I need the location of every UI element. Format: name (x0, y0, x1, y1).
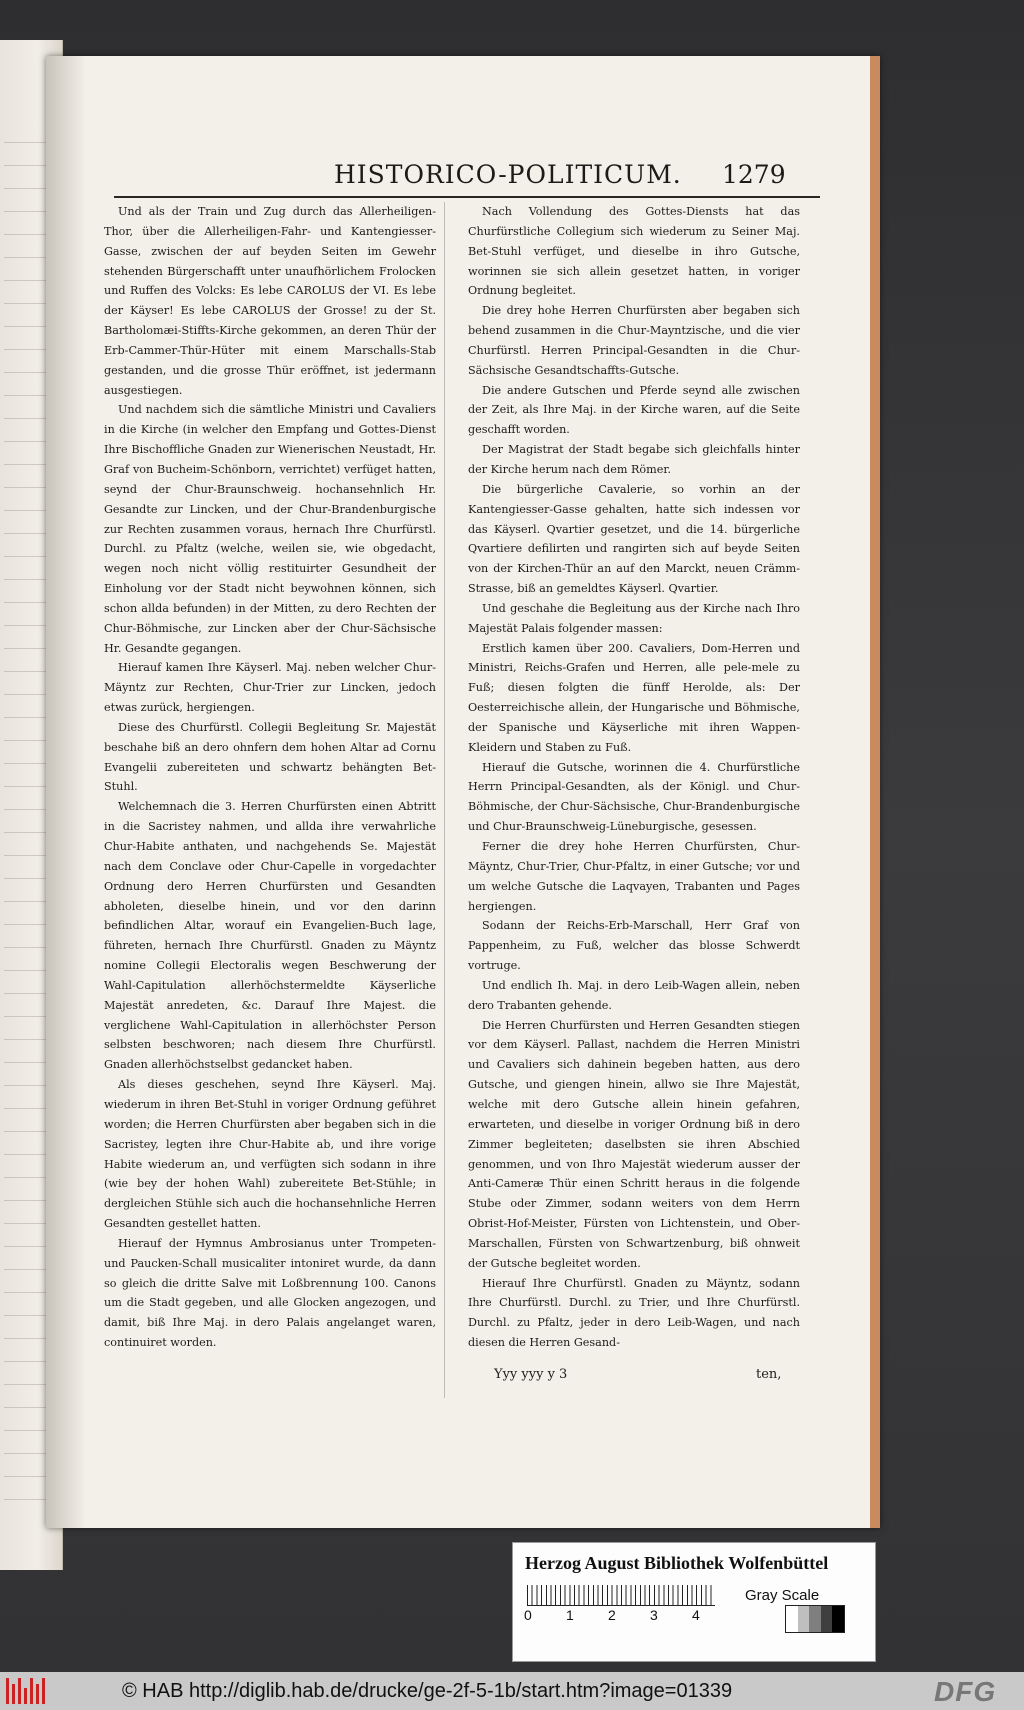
running-head: HISTORICO-POLITICUM. (334, 160, 682, 189)
ruler-number: 0 (524, 1607, 532, 1623)
paragraph: Erstlich kamen über 200. Cavaliers, Dom-Herren und Ministri, Reichs-Grafen und Herren, alle pele-mele zu Fuß; diesen folgten die fünff Herolde, als: Der Oesterreichische allein, der Hungarische und Böhmische, der Spanische und Käyserliche mit ihren Wappen-Kleidern und Staben zu Fuß. (468, 641, 800, 754)
text-column-left (104, 202, 436, 1353)
paragraph: Als dieses geschehen, seynd Ihre Käyserl. Maj. wiederum in ihren Bet-Stuhl in voriger Ordnung geführet worden; die Herren Churfürsten aber begaben sich in die Sacristey, legten ihre Chur-Habite ab, und ihre vorige Habite wiederum an, und verfügten sich sodann in ihre (wie bey der hohen Wahl) zubereitete Bet-Stühle; in dergleichen Stühle sich auch die hochansehnliche Herren Gesandten gestellet hatten. (104, 1078, 436, 1231)
dfg-logo: DFG (934, 1676, 997, 1707)
paragraph: Hierauf der Hymnus Ambrosianus unter Trompeten- und Paucken-Schall musicaliter intoniret wurde, da dann so gleich die dritte Salve mit Loßbrennung 100. Canons um die Stadt gegeben, und alle Glocken angezogen, und damit, biß Ihre Maj. in dero Palais angelanget waren, continuiret worden. (104, 1236, 436, 1350)
hab-logo-icon (4, 1678, 46, 1704)
paragraph: Welchemnach die 3. Herren Churfürsten einen Abtritt in die Sacristey nahmen, und allda ihre verwahrliche Chur-Habite anthaten, und nachgehends Se. Majestät nach dem Conclave oder Chur-Capelle in vorgedachter Ordnung dero Herren Churfürsten und Gesandten abholeten, dieselbe hinein, und vor den darinn befindlichen Altar, worauf ein Evangelien-Buch lage, führeten, hernach Ihre Churfürstl. Gnaden zu Mäyntz nomine Collegii Electoralis wegen Beschwerung der Wahl-Capitulation allerhöchstermeldte Käyserliche Majestät anredeten, &c. Darauf Ihre Majest. die verglichene Wahl-Capitulation in allerhöchster Person selbsten beschworen; nach diesem Ihre Churfürstl. Gnaden allerhöchstselbst gedancket haben. (104, 800, 436, 1072)
paragraph: Und endlich Ih. Maj. in dero Leib-Wagen allein, neben dero Trabanten gehende. (468, 978, 800, 1012)
ruler-number: 1 (566, 1607, 574, 1623)
text-column-right (468, 202, 800, 1353)
library-name: Herzog August Bibliothek Wolfenbüttel (525, 1553, 829, 1573)
source-link[interactable]: © HAB http://diglib.hab.de/drucke/ge-2f-5-1b/start.htm?image=01339 (122, 1680, 733, 1702)
scale-ruler (524, 1585, 715, 1625)
paragraph: Und als der Train und Zug durch das Allerheiligen-Thor, über die Allerheiligen-Fahr- und Kantengiesser-Gasse, zwischen der auf beyden Seiten im Gewehr stehenden Bürgerschafft unter unaufhörlichem Frolocken und Ruffen des Volcks: Es lebe CAROLUS der VI. Es lebe der Käyser! Es lebe CAROLUS der Grosse! zu der St. Bartholomæi-Stiffts-Kirche gekommen, an deren Thür der Erb-Cammer-Thür-Hüter mit einem Marschalls-Stab gestanden, und die grosse Thür eröffnet, ist jedermann ausgestiegen. (104, 205, 436, 397)
paragraph: Diese des Churfürstl. Collegii Begleitung Sr. Majestät beschahe biß an dero ohnfern dem hohen Altar ad Cornu Evangelii zubereiteten und schwartz behängten Bet-Stuhl. (104, 720, 436, 794)
paragraph: Der Magistrat der Stadt begabe sich gleichfalls hinter der Kirche herum nach dem Römer. (468, 443, 800, 476)
paragraph: Hierauf Ihre Churfürstl. Gnaden zu Mäyntz, sodann Ihre Churfürstl. Durchl. zu Trier, und Ihre Churfürstl. Durchl. zu Pfaltz, jeder in dero Leib-Wagen, und nach diesen die Herren Gesand- (468, 1276, 800, 1350)
library-label-card (512, 1542, 876, 1662)
page-number: 1279 (722, 160, 786, 189)
book-page (46, 56, 880, 1528)
gray-swatch (786, 1606, 798, 1632)
paragraph: Und geschahe die Begleitung aus der Kirche nach Ihro Majestät Palais folgender massen: (468, 601, 800, 635)
paragraph: Nach Vollendung des Gottes-Diensts hat das Churfürstliche Collegium sich wiederum zu Seiner Maj. Bet-Stuhl verfüget, und dieselbe in ihro Gutsche, worinnen sie sich allein gesetzet hatten, in voriger Ordnung begleitet. (468, 205, 800, 298)
paragraph: Hierauf die Gutsche, worinnen die 4. Churfürstliche Herrn Principal-Gesandten, als der Königl. und Chur-Böhmische, der Chur-Sächsische, Chur-Brandenburgische und Chur-Braunschweig-Lüneburgische, gesessen. (468, 760, 800, 834)
gray-swatch (798, 1606, 810, 1632)
gray-swatch (821, 1606, 833, 1632)
left-page-text-edge (4, 120, 48, 1520)
paragraph: Die bürgerliche Cavalerie, so vorhin an der Kantengiesser-Gasse gehalten, hatte sich indessen vor das Käyserl. Qvartier gesetzet, und die 14. bürgerliche Qvartiere defilirten und rangirten sich auf beyde Seiten von der Kirchen-Thür an auf den Marckt, neuen Crämm-Strasse, biß an gemeldtes Käyserl. Qvartier. (468, 482, 800, 596)
head-rule (114, 196, 820, 198)
gray-swatch (809, 1606, 821, 1632)
gray-scale-label: Gray Scale (745, 1587, 820, 1604)
viewer-footer (0, 1672, 1024, 1710)
paragraph: Die andere Gutschen und Pferde seynd alle zwischen der Zeit, als Ihre Maj. in der Kirche waren, auf die Seite geschafft worden. (468, 383, 800, 437)
paragraph: Die drey hohe Herren Churfürsten aber begaben sich behend zusammen in die Chur-Mayntzische, und die vier Churfürstl. Herren Principal-Gesandten in die Chur-Sächsische Gesandtschaffts-Gutsche. (468, 304, 800, 377)
catchword: ten, (756, 1367, 782, 1382)
column-divider (444, 202, 445, 1398)
gray-swatch (832, 1606, 844, 1632)
ruler-number: 3 (650, 1607, 658, 1623)
paragraph: Die Herren Churfürsten und Herren Gesandten stiegen vor dem Käyserl. Pallast, nachdem die Herren Ministri und Cavaliers sich dahinein begeben hatten, aus dero Gutsche, und giengen hinein, allwo sie Ihre Majestät, welche mit dero Gutsche allein hinein gefahren, erwarteten, und dieselbe in voriger Ordnung biß in dero Zimmer begleiteten; daselbsten sie ihren Abschied genommen, und von Ihro Majestät wiederum ausser der Anti-Cameræ Thür einen Schritt heraus in die folgende Stube oder Zimmer, sodann weiters von dem Herrn Obrist-Hof-Meister, Fürsten von Lichtenstein, und Ober-Marschallen, Fürsten von Schwartzenburg, biß ohnweit der Gutsche begleitet worden. (468, 1018, 800, 1270)
paragraph: Hierauf kamen Ihre Käyserl. Maj. neben welcher Chur-Mäyntz zur Rechten, Chur-Trier zur Lincken, jedoch etwas zurück, hergiengen. (104, 661, 436, 715)
paragraph: Ferner die drey hohe Herren Churfürsten, Chur-Mäyntz, Chur-Trier, Chur-Pfaltz, in einer Gutsche; vor und um welche Gutsche die Laqvayen, Trabanten und Pages hergiengen. (468, 840, 800, 913)
paragraph: Und nachdem sich die sämtliche Ministri und Cavaliers in die Kirche (in welcher den Empfang und Gottes-Dienst Ihre Bischoffliche Gnaden zur Wienerischen Neustadt, Hr. Graf von Bucheim-Schönborn, verrichtet) verfüget hatten, seynd der Chur-Braunschweig. hochansehnlich Hr. Gesandte zur Lincken, und der Chur-Brandenburgische zur Rechten zusammen voraus, hernach Ihre Churfürstl. Durchl. zu Pfaltz (welche, weilen sie, wie obgedacht, wegen noch nicht völlig restituirter Gesundheit der Einholung vor der Stadt nicht beywohnen können, sich schon allda befunden) in der Mitten, zu dero Rechten der Chur-Böhmische, zur Lincken aber der Chur-Sächsische Hr. Gesandte gegangen. (104, 403, 436, 655)
signature-mark: Yyy yyy y 3 (494, 1367, 568, 1382)
gray-scale-swatches (785, 1605, 845, 1633)
ruler-number: 4 (692, 1607, 700, 1623)
ruler-ticks (527, 1585, 715, 1606)
ruler-number: 2 (608, 1607, 616, 1623)
paragraph: Sodann der Reichs-Erb-Marschall, Herr Graf von Pappenheim, zu Fuß, welcher das blosse Schwerdt vortruge. (468, 919, 800, 973)
page-gutter-shadow (46, 56, 86, 1528)
